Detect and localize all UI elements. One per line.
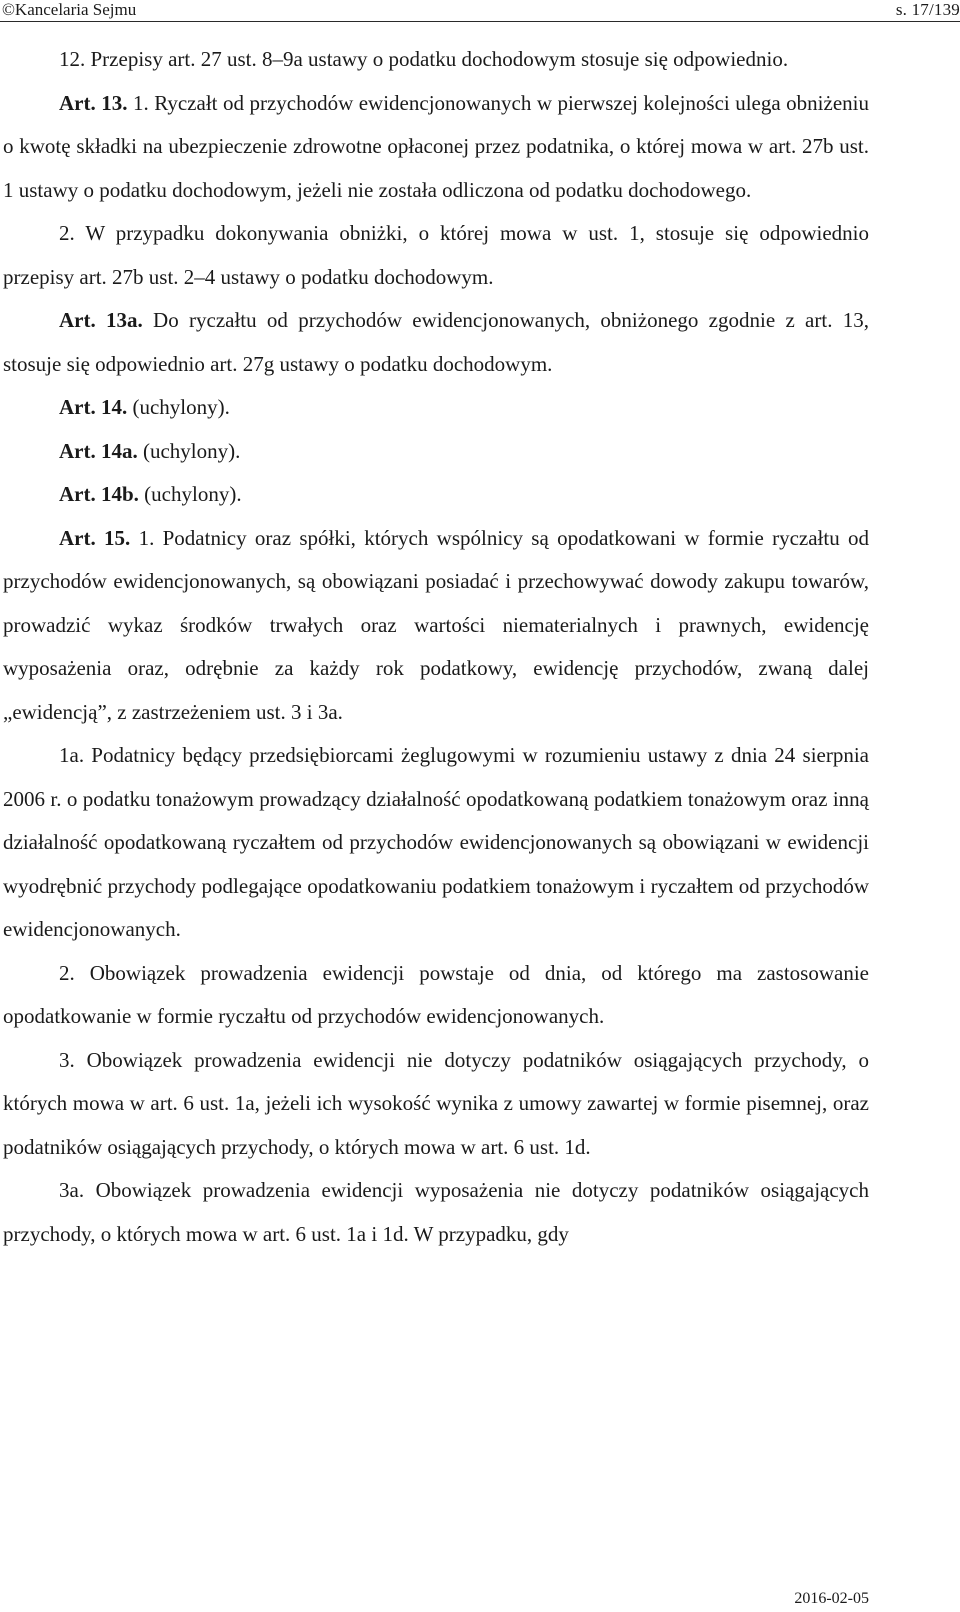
paragraph-art13-ust1 [3, 82, 869, 213]
paragraph-art13a [3, 299, 869, 386]
paragraph-text: 1. Podatnicy oraz spółki, których wspólnicy są opodatkowani w formie ryczałtu od przychodów ewidencjonowanych, są obowiązani posiadać i przechowywać dowody zakupu towarów, prowadzić wykaz środków trwałych oraz wartości niematerialnych i prawnych, ewidencję wyposażenia oraz, odrębnie za każdy rok podatkowy, ewidencję przychodów, zwaną dalej „ewidencją”, z zastrzeżeniem ust. 3 i 3a. [3, 525, 869, 724]
article-heading: Art. 13. [59, 90, 128, 115]
article-heading: Art. 13a. [59, 308, 143, 332]
paragraph-art15-ust2 [3, 952, 869, 1039]
paragraph-art15-ust1 [3, 517, 869, 735]
document-date: 2016-02-05 [794, 1590, 869, 1607]
paragraph-text: 3a. Obowiązek prowadzenia ewidencji wyposażenia nie dotyczy podatników osiągających przychody, o których mowa w art. 6 ust. 1a i 1d. W przypadku, gdy [3, 1178, 869, 1246]
paragraph-art15-ust1a [3, 734, 869, 952]
paragraph-text: (uchylony). [138, 482, 242, 506]
paragraph-text: 3. Obowiązek prowadzenia ewidencji nie dotyczy podatników osiągających przychody, o których mowa w art. 6 ust. 1a, jeżeli ich wysokość wynika z umowy zawartej w formie pisemnej, oraz podatników osiągających przychody, o których mowa w art. 6 ust. 1d. [3, 1047, 869, 1159]
article-heading: Art. 14. [59, 395, 128, 419]
paragraph-text: (uchylony). [127, 395, 230, 419]
document-body [3, 38, 869, 1256]
header-divider [0, 21, 960, 22]
paragraph-text: 12. Przepisy art. 27 ust. 8–9a ustawy o podatku dochodowym stosuje się odpowiednio. [59, 47, 789, 71]
page-number: s. 17/139 [895, 0, 960, 19]
paragraph-text: 1a. Podatnicy będący przedsiębiorcami żeglugowymi w rozumieniu ustawy z dnia 24 sierpnia 2006 r. o podatku tonażowym prowadzący działalność opodatkowaną podatkiem tonażowym oraz inną działalność opodatkowaną ryczałtem od przychodów ewidencjonowanych są obowiązani w ewidencji wyodrębnić przychody podlegające opodatkowaniu podatkiem tonażowym i ryczałtem od przychodów ewidencjonowanych. [3, 743, 869, 941]
paragraph-art13-ust2 [3, 212, 869, 299]
page-header [0, 0, 960, 22]
paragraph-art14 [3, 386, 869, 430]
paragraph-text: 2. Obowiązek prowadzenia ewidencji powstaje od dnia, od którego ma zastosowanie opodatkowanie w formie ryczałtu od przychodów ewidencjonowanych. [3, 960, 869, 1028]
paragraph-art14a [3, 430, 869, 474]
article-heading: Art. 14b. [59, 482, 139, 506]
paragraph-text: 1. Ryczałt od przychodów ewidencjonowanych w pierwszej kolejności ulega obniżeniu o kwotę składki na ubezpieczenie zdrowotne opłaconej przez podatnika, o której mowa w art. 27b ust. 1 ustawy o podatku dochodowym, jeżeli nie została odliczona od podatku dochodowego. [3, 90, 869, 202]
copyright-label: ©Kancelaria Sejmu [2, 0, 137, 19]
paragraph-art15-ust3a [3, 1169, 869, 1256]
paragraph-text: Do ryczałtu od przychodów ewidencjonowanych, obniżonego zgodnie z art. 13, stosuje się odpowiednio art. 27g ustawy o podatku dochodowym. [3, 308, 869, 376]
paragraph-art15-ust3 [3, 1039, 869, 1170]
paragraph-art12-ust12 [3, 38, 869, 82]
paragraph-art14b [3, 473, 869, 517]
article-heading: Art. 15. [59, 525, 131, 550]
article-heading: Art. 14a. [59, 438, 138, 463]
paragraph-text: (uchylony). [137, 438, 241, 463]
paragraph-text: 2. W przypadku dokonywania obniżki, o której mowa w ust. 1, stosuje się odpowiednio przepisy art. 27b ust. 2–4 ustawy o podatku dochodowym. [3, 221, 869, 289]
